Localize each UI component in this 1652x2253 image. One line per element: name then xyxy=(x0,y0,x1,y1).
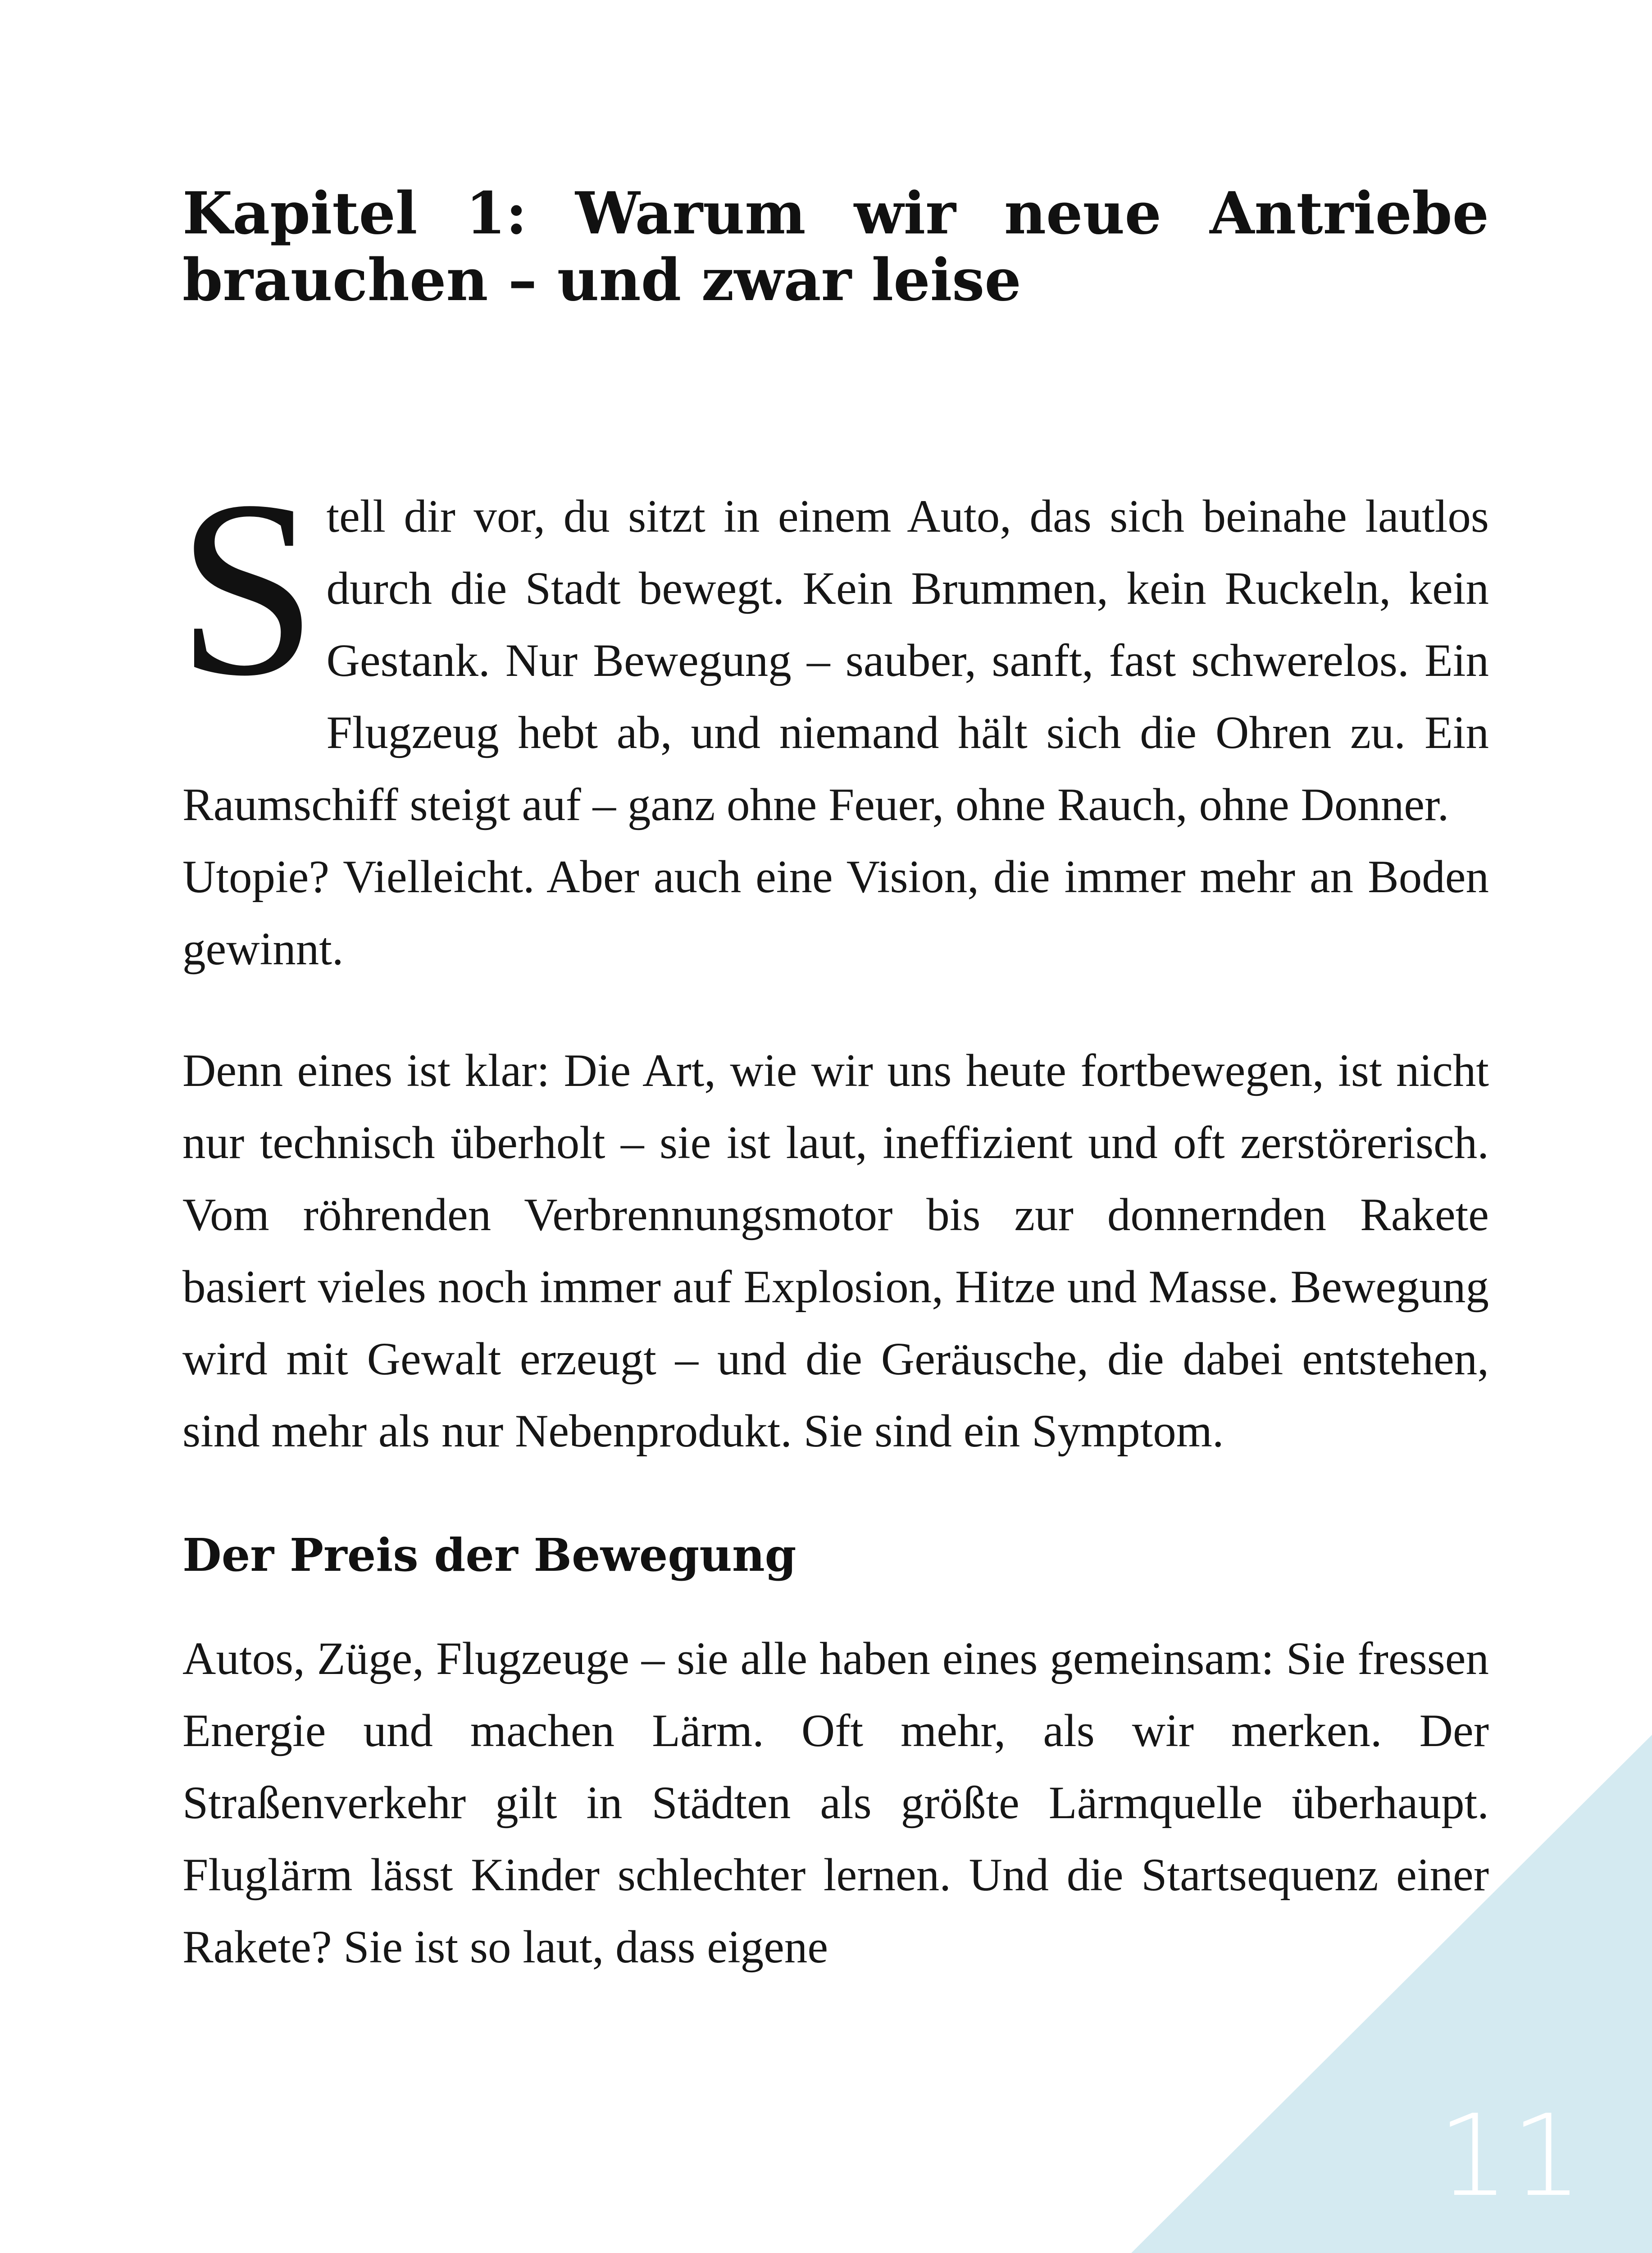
paragraph-second: Denn eines ist klar: Die Art, wie wir uns heute fortbewegen, ist nicht nur technisch überholt – sie ist laut, ineffizient und oft zerstörerisch. Vom röhrenden Verbrennungsmotor bis zur donnernden Rakete basiert vieles noch immer auf Explosion, Hitze und Masse. Bewegung wird mit Gewalt erzeugt – und die Geräusche, die dabei entstehen, sind mehr als nur Nebenprodukt. Sie sind ein Symptom. xyxy=(182,1045,1489,1457)
drop-cap-letter: S xyxy=(177,449,318,728)
page-number: 11 xyxy=(1437,2090,1584,2221)
paragraph-intro xyxy=(177,449,1489,985)
paragraph-intro-continuation: Utopie? Vielleicht. Aber auch eine Vision, die immer mehr an Boden gewinnt. xyxy=(182,851,1489,975)
chapter-title: Kapitel 1: Warum wir neue Antriebe brauchen – und zwar leise xyxy=(182,180,1489,314)
page-content xyxy=(177,180,1489,1983)
paragraph-third: Autos, Züge, Flugzeuge – sie alle haben eines gemeinsam: Sie fressen Energie und machen Lärm. Oft mehr, als wir merken. Der Straßenverkehr gilt in Städten als größte Lärmquelle überhaupt. Fluglärm lässt Kinder schlechter lernen. Und die Startsequenz einer Rakete? Sie ist so laut, dass eigene xyxy=(182,1633,1489,1973)
paragraph-intro-text: tell dir vor, du sitzt in einem Auto, das sich beinahe lautlos durch die Stadt bewegt. Kein Brummen, kein Ruckeln, kein Gestank. Nur Bewegung – sauber, sanft, fast schwerelos. Ein Flugzeug hebt ab, und niemand hält sich die Ohren zu. Ein Raumschiff steigt auf – ganz ohne Feuer, ohne Rauch, ohne Donner. xyxy=(182,491,1489,830)
section-heading: Der Preis der Bewegung xyxy=(182,1528,796,1582)
